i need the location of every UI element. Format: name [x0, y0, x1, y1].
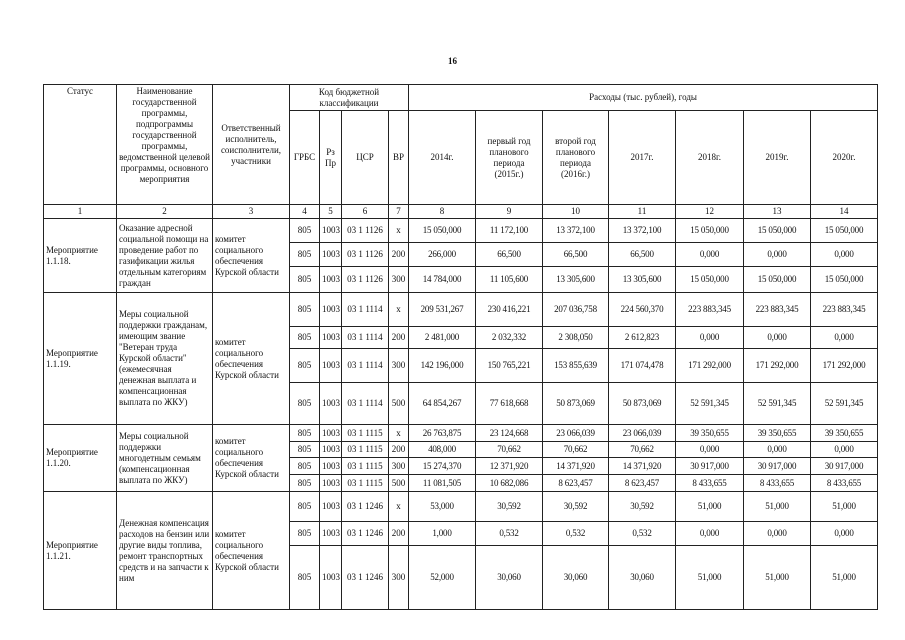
- amount-2015: 10 682,086: [476, 475, 543, 492]
- activity-name: Денежная компенсация расходов на бензин или другие виды топлива, ремонт транспортных средств и на запчасти к ним: [117, 492, 213, 610]
- amount-2016: 153 855,639: [543, 349, 609, 383]
- amount-2020: 0,000: [811, 522, 878, 546]
- vr-code: 200: [389, 327, 409, 349]
- vr-code: х: [389, 425, 409, 442]
- amount-2015: 66,500: [476, 243, 543, 267]
- amount-2014: 64 854,267: [409, 383, 476, 425]
- amount-2014: 11 081,505: [409, 475, 476, 492]
- amount-2019: 52 591,345: [744, 383, 811, 425]
- data-row: [44, 293, 878, 327]
- amount-2019: 0,000: [744, 442, 811, 458]
- csr-code: 03 1 1246: [342, 546, 389, 610]
- column-number-row: [44, 205, 878, 219]
- vr-code: х: [389, 293, 409, 327]
- amount-2016: 30,592: [543, 492, 609, 522]
- amount-2020: 51,000: [811, 492, 878, 522]
- amount-2019: 30 917,000: [744, 458, 811, 475]
- amount-2018: 30 917,000: [676, 458, 744, 475]
- amount-2014: 15 050,000: [409, 219, 476, 243]
- csr-code: 03 1 1126: [342, 243, 389, 267]
- amount-2016: 13 305,600: [543, 267, 609, 293]
- amount-2020: 30 917,000: [811, 458, 878, 475]
- activity-name: Меры социальной поддержки гражданам, имеющим звание "Ветеран труда Курской области" (ежемесячная денежная выплата и компенсационная выплата по ЖКУ): [117, 293, 213, 425]
- amount-2020: 15 050,000: [811, 267, 878, 293]
- csr-code: 03 1 1126: [342, 219, 389, 243]
- grbs-code: 805: [290, 267, 320, 293]
- amount-2014: 266,000: [409, 243, 476, 267]
- rzpr-code: 1003: [320, 267, 342, 293]
- column-number: 1: [44, 205, 117, 219]
- page-number: 16: [448, 56, 457, 66]
- amount-2014: 26 763,875: [409, 425, 476, 442]
- grbs-code: 805: [290, 327, 320, 349]
- column-number: 12: [676, 205, 744, 219]
- column-number: 8: [409, 205, 476, 219]
- csr-code: 03 1 1126: [342, 267, 389, 293]
- amount-2019: 0,000: [744, 243, 811, 267]
- amount-2017: 8 623,457: [609, 475, 676, 492]
- data-row: [44, 219, 878, 243]
- grbs-code: 805: [290, 243, 320, 267]
- header-vr: ВР: [389, 111, 409, 205]
- vr-code: х: [389, 492, 409, 522]
- amount-2015: 70,662: [476, 442, 543, 458]
- csr-code: 03 1 1246: [342, 492, 389, 522]
- amount-2019: 171 292,000: [744, 349, 811, 383]
- amount-2016: 207 036,758: [543, 293, 609, 327]
- vr-code: 300: [389, 267, 409, 293]
- grbs-code: 805: [290, 442, 320, 458]
- vr-code: 300: [389, 349, 409, 383]
- column-number: 2: [117, 205, 213, 219]
- rzpr-code: 1003: [320, 458, 342, 475]
- amount-2018: 39 350,655: [676, 425, 744, 442]
- amount-2020: 52 591,345: [811, 383, 878, 425]
- rzpr-code: 1003: [320, 442, 342, 458]
- amount-2015: 11 172,100: [476, 219, 543, 243]
- amount-2018: 0,000: [676, 522, 744, 546]
- amount-2017: 13 305,600: [609, 267, 676, 293]
- activity-responsible: комитет социального обеспечения Курской области: [213, 492, 290, 610]
- amount-2017: 30,060: [609, 546, 676, 610]
- amount-2018: 52 591,345: [676, 383, 744, 425]
- amount-2017: 70,662: [609, 442, 676, 458]
- header-year-2018: 2018г.: [676, 111, 744, 205]
- header-expenses: Расходы (тыс. рублей), годы: [409, 85, 878, 111]
- amount-2018: 0,000: [676, 442, 744, 458]
- amount-2020: 51,000: [811, 546, 878, 610]
- amount-2016: 50 873,069: [543, 383, 609, 425]
- header-grbs: ГРБС: [290, 111, 320, 205]
- amount-2014: 209 531,267: [409, 293, 476, 327]
- activity-name: Оказание адресной социальной помощи на проведение работ по газификации жилья отдельным категориям граждан: [117, 219, 213, 293]
- amount-2020: 0,000: [811, 327, 878, 349]
- rzpr-code: 1003: [320, 475, 342, 492]
- amount-2014: 53,000: [409, 492, 476, 522]
- header-budget-code: Код бюджетной классификации: [290, 85, 409, 111]
- amount-2017: 30,592: [609, 492, 676, 522]
- amount-2017: 0,532: [609, 522, 676, 546]
- amount-2018: 223 883,345: [676, 293, 744, 327]
- activity-responsible: комитет социального обеспечения Курской области: [213, 425, 290, 492]
- csr-code: 03 1 1115: [342, 425, 389, 442]
- csr-code: 03 1 1246: [342, 522, 389, 546]
- vr-code: х: [389, 219, 409, 243]
- amount-2016: 70,662: [543, 442, 609, 458]
- amount-2019: 39 350,655: [744, 425, 811, 442]
- header-rzpr: Рз Пр: [320, 111, 342, 205]
- vr-code: 200: [389, 243, 409, 267]
- amount-2016: 66,500: [543, 243, 609, 267]
- grbs-code: 805: [290, 349, 320, 383]
- amount-2016: 23 066,039: [543, 425, 609, 442]
- amount-2018: 51,000: [676, 492, 744, 522]
- header-year-2019: 2019г.: [744, 111, 811, 205]
- amount-2018: 0,000: [676, 327, 744, 349]
- amount-2017: 224 560,370: [609, 293, 676, 327]
- amount-2014: 2 481,000: [409, 327, 476, 349]
- amount-2019: 15 050,000: [744, 267, 811, 293]
- vr-code: 300: [389, 546, 409, 610]
- header-status: Статус: [44, 85, 117, 205]
- amount-2018: 15 050,000: [676, 267, 744, 293]
- activity-responsible: комитет социального обеспечения Курской области: [213, 219, 290, 293]
- amount-2016: 30,060: [543, 546, 609, 610]
- amount-2015: 12 371,920: [476, 458, 543, 475]
- amount-2020: 8 433,655: [811, 475, 878, 492]
- amount-2014: 52,000: [409, 546, 476, 610]
- amount-2014: 1,000: [409, 522, 476, 546]
- rzpr-code: 1003: [320, 349, 342, 383]
- rzpr-code: 1003: [320, 383, 342, 425]
- amount-2015: 2 032,332: [476, 327, 543, 349]
- csr-code: 03 1 1115: [342, 458, 389, 475]
- header-year-2015: первый год планового периода (2015г.): [476, 111, 543, 205]
- column-number: 11: [609, 205, 676, 219]
- header-year-2020: 2020г.: [811, 111, 878, 205]
- vr-code: 500: [389, 383, 409, 425]
- amount-2016: 14 371,920: [543, 458, 609, 475]
- amount-2018: 0,000: [676, 243, 744, 267]
- vr-code: 200: [389, 522, 409, 546]
- rzpr-code: 1003: [320, 492, 342, 522]
- header-year-2016: второй год планового периода (2016г.): [543, 111, 609, 205]
- grbs-code: 805: [290, 219, 320, 243]
- csr-code: 03 1 1114: [342, 349, 389, 383]
- column-number: 14: [811, 205, 878, 219]
- amount-2017: 14 371,920: [609, 458, 676, 475]
- amount-2015: 0,532: [476, 522, 543, 546]
- amount-2019: 51,000: [744, 492, 811, 522]
- column-number: 9: [476, 205, 543, 219]
- amount-2020: 15 050,000: [811, 219, 878, 243]
- column-number: 3: [213, 205, 290, 219]
- csr-code: 03 1 1114: [342, 293, 389, 327]
- rzpr-code: 1003: [320, 219, 342, 243]
- amount-2018: 171 292,000: [676, 349, 744, 383]
- csr-code: 03 1 1114: [342, 327, 389, 349]
- amount-2019: 223 883,345: [744, 293, 811, 327]
- activity-status: Мероприятие 1.1.19.: [44, 293, 117, 425]
- amount-2014: 15 274,370: [409, 458, 476, 475]
- amount-2016: 13 372,100: [543, 219, 609, 243]
- activity-status: Мероприятие 1.1.21.: [44, 492, 117, 610]
- rzpr-code: 1003: [320, 293, 342, 327]
- activity-name: Меры социальной поддержки многодетным семьям (компенсационная выплата по ЖКУ): [117, 425, 213, 492]
- activity-status: Мероприятие 1.1.18.: [44, 219, 117, 293]
- amount-2015: 150 765,221: [476, 349, 543, 383]
- amount-2017: 23 066,039: [609, 425, 676, 442]
- amount-2015: 11 105,600: [476, 267, 543, 293]
- grbs-code: 805: [290, 425, 320, 442]
- budget-table: [43, 84, 878, 610]
- grbs-code: 805: [290, 458, 320, 475]
- amount-2019: 0,000: [744, 327, 811, 349]
- amount-2020: 0,000: [811, 243, 878, 267]
- amount-2015: 30,060: [476, 546, 543, 610]
- amount-2020: 0,000: [811, 442, 878, 458]
- rzpr-code: 1003: [320, 327, 342, 349]
- activity-status: Мероприятие 1.1.20.: [44, 425, 117, 492]
- rzpr-code: 1003: [320, 243, 342, 267]
- grbs-code: 805: [290, 475, 320, 492]
- amount-2015: 23 124,668: [476, 425, 543, 442]
- vr-code: 200: [389, 442, 409, 458]
- amount-2015: 230 416,221: [476, 293, 543, 327]
- activity-responsible: комитет социального обеспечения Курской области: [213, 293, 290, 425]
- amount-2019: 15 050,000: [744, 219, 811, 243]
- column-number: 10: [543, 205, 609, 219]
- amount-2014: 14 784,000: [409, 267, 476, 293]
- amount-2019: 51,000: [744, 546, 811, 610]
- grbs-code: 805: [290, 293, 320, 327]
- column-number: 6: [342, 205, 389, 219]
- amount-2019: 8 433,655: [744, 475, 811, 492]
- header-name: Наименование государственной программы, подпрограммы государственной программы, ведомственной целевой программы, основного мероприятия: [117, 85, 213, 205]
- amount-2017: 171 074,478: [609, 349, 676, 383]
- csr-code: 03 1 1115: [342, 442, 389, 458]
- header-year-2017: 2017г.: [609, 111, 676, 205]
- amount-2019: 0,000: [744, 522, 811, 546]
- rzpr-code: 1003: [320, 522, 342, 546]
- amount-2018: 8 433,655: [676, 475, 744, 492]
- amount-2017: 2 612,823: [609, 327, 676, 349]
- amount-2015: 77 618,668: [476, 383, 543, 425]
- column-number: 7: [389, 205, 409, 219]
- rzpr-code: 1003: [320, 546, 342, 610]
- amount-2020: 223 883,345: [811, 293, 878, 327]
- amount-2020: 171 292,000: [811, 349, 878, 383]
- amount-2016: 8 623,457: [543, 475, 609, 492]
- column-number: 5: [320, 205, 342, 219]
- amount-2018: 15 050,000: [676, 219, 744, 243]
- vr-code: 300: [389, 458, 409, 475]
- grbs-code: 805: [290, 492, 320, 522]
- data-row: [44, 492, 878, 522]
- header-csr: ЦСР: [342, 111, 389, 205]
- amount-2018: 51,000: [676, 546, 744, 610]
- amount-2017: 66,500: [609, 243, 676, 267]
- grbs-code: 805: [290, 546, 320, 610]
- data-row: [44, 425, 878, 442]
- header-year-2014: 2014г.: [409, 111, 476, 205]
- rzpr-code: 1003: [320, 425, 342, 442]
- amount-2014: 142 196,000: [409, 349, 476, 383]
- csr-code: 03 1 1115: [342, 475, 389, 492]
- header-responsible: Ответственный исполнитель, соисполнители, участники: [213, 85, 290, 205]
- amount-2014: 408,000: [409, 442, 476, 458]
- vr-code: 500: [389, 475, 409, 492]
- amount-2020: 39 350,655: [811, 425, 878, 442]
- amount-2016: 2 308,050: [543, 327, 609, 349]
- amount-2017: 13 372,100: [609, 219, 676, 243]
- column-number: 4: [290, 205, 320, 219]
- csr-code: 03 1 1114: [342, 383, 389, 425]
- amount-2015: 30,592: [476, 492, 543, 522]
- amount-2016: 0,532: [543, 522, 609, 546]
- column-number: 13: [744, 205, 811, 219]
- amount-2017: 50 873,069: [609, 383, 676, 425]
- grbs-code: 805: [290, 383, 320, 425]
- grbs-code: 805: [290, 522, 320, 546]
